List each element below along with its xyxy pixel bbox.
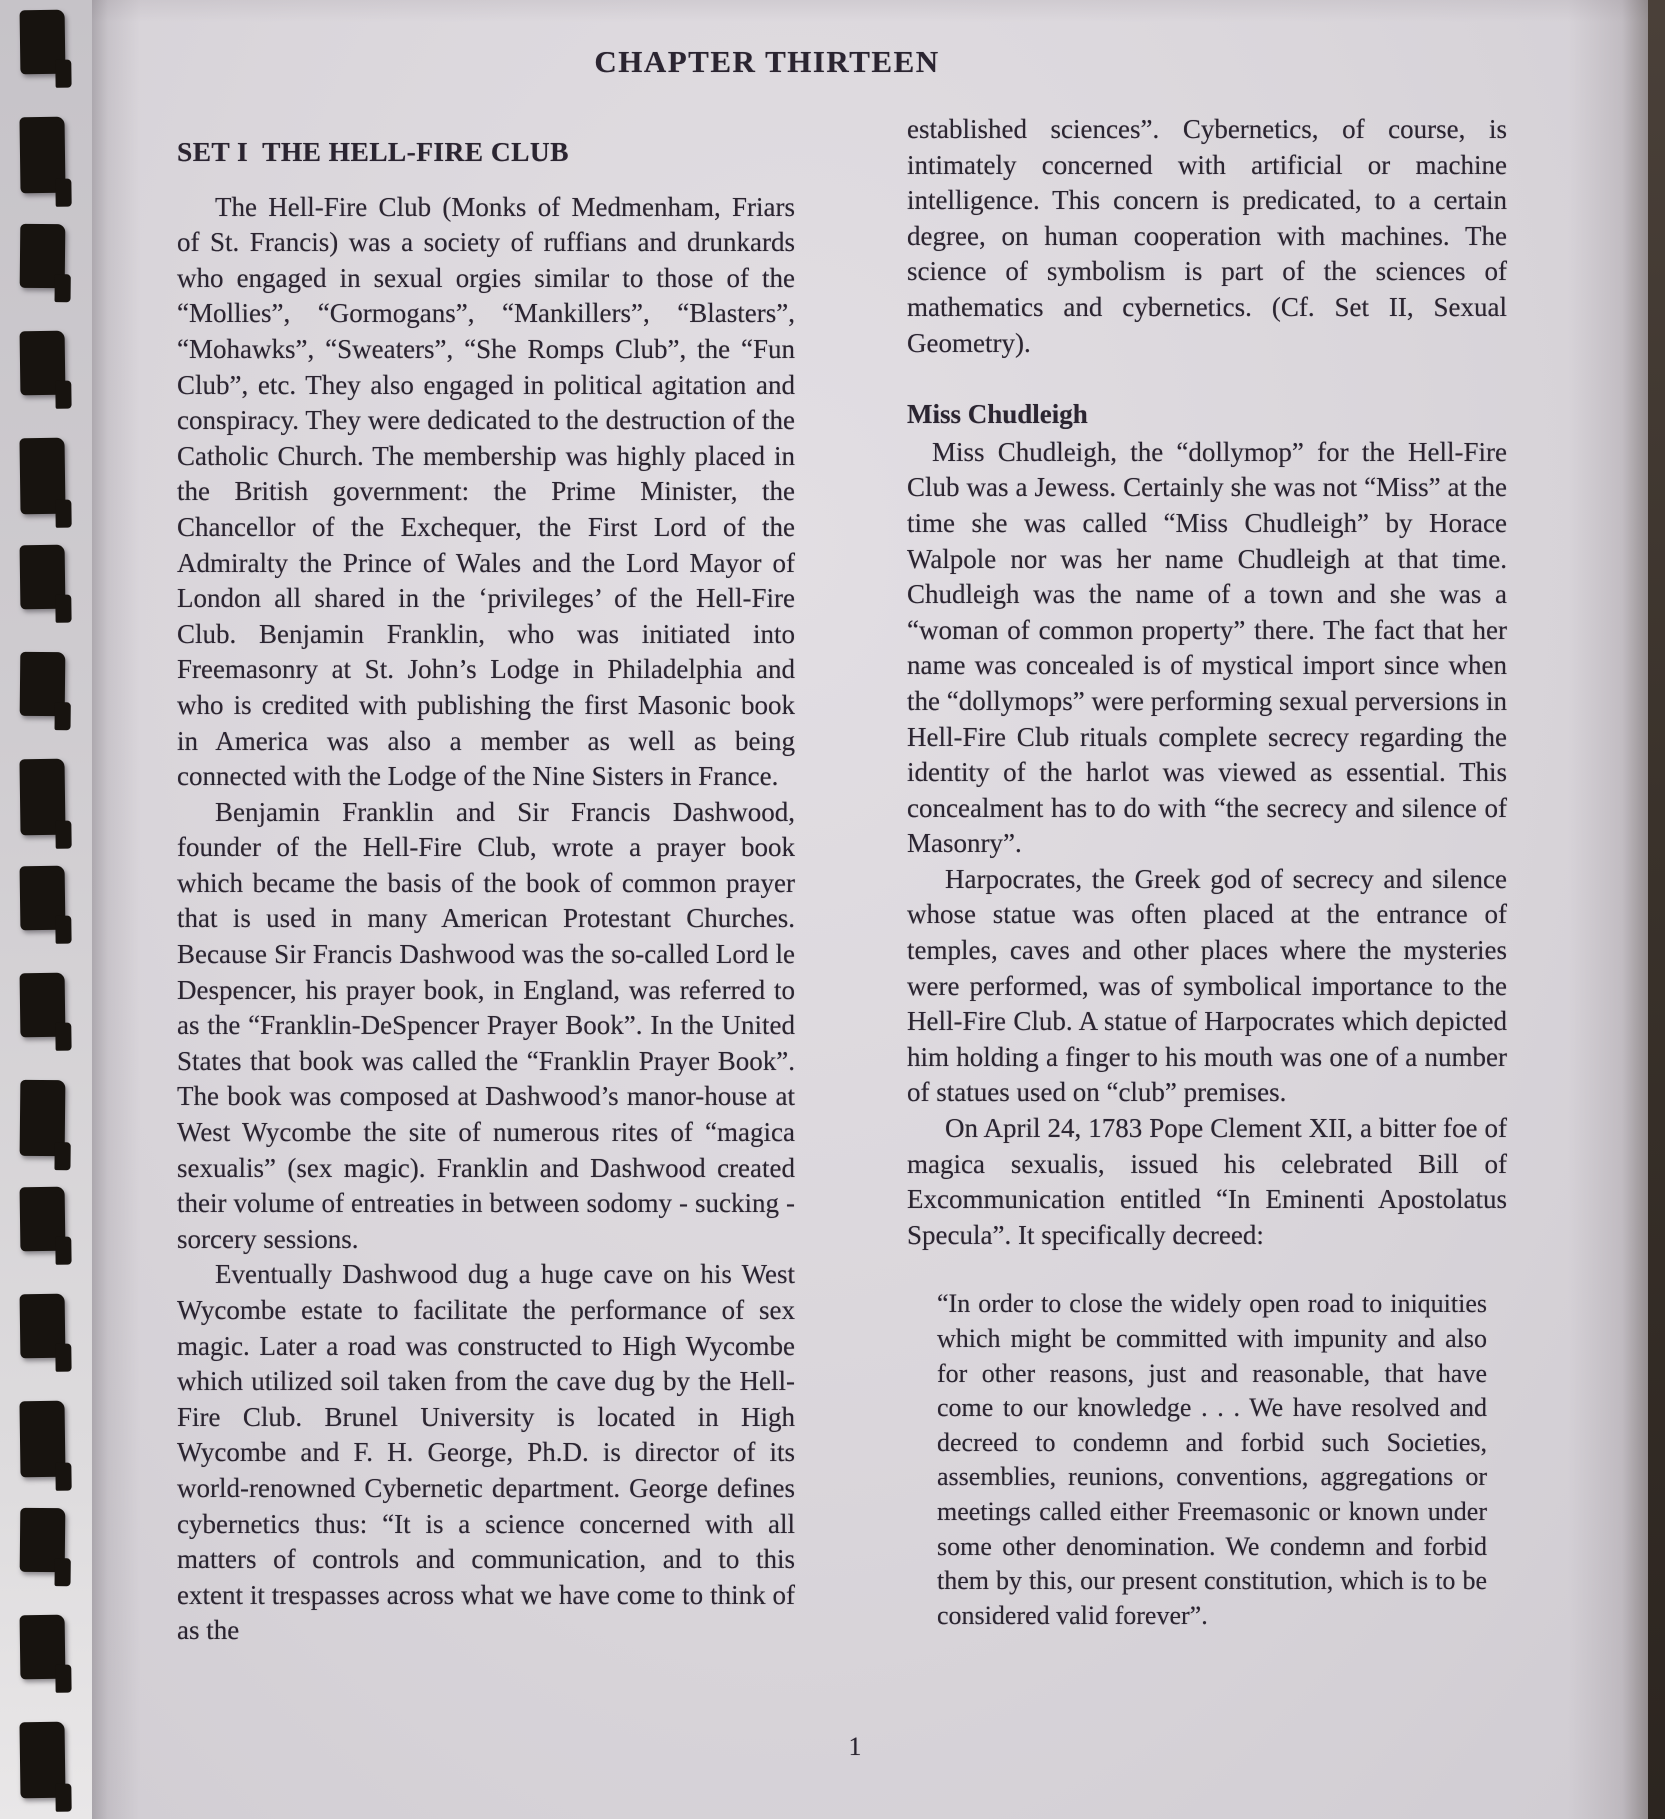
page-content — [177, 42, 1507, 1802]
subheading-miss-chudleigh: Miss Chudleigh — [907, 399, 1088, 430]
binding-tooth — [20, 331, 66, 396]
binding-tooth — [20, 1615, 66, 1680]
binding-tooth — [20, 1187, 66, 1252]
binding-tooth — [19, 117, 65, 194]
dark-table-edge — [1648, 0, 1665, 1819]
page-number: 1 — [848, 1732, 862, 1761]
binding-tooth — [19, 438, 65, 515]
binding-tooth — [19, 759, 65, 836]
left-column — [177, 112, 795, 1649]
comb-binding — [0, 0, 92, 1819]
binding-tooth — [20, 10, 66, 75]
binding-tooth — [20, 545, 66, 610]
paragraph: Miss Chudleigh, the “dollymop” for the Hell-Fire Club was a Jewess. Certainly she was not “Miss” at the time she was called “Miss Chudleigh” by Horace Walpole nor was her name Chudleigh at that time. Chudleigh was the name of a town and she was a “woman of common property” there. The fact that her name was concealed is of mystical import since when the “dollymops” were performing sexual perversions in Hell-Fire Club rituals complete secrecy regarding the identity of the harlot was viewed as essential. This concealment has to do with “the secrecy and silence of Masonry”. — [907, 436, 1507, 859]
chapter-heading: CHAPTER THIRTEEN — [594, 44, 940, 79]
binding-tooth — [20, 652, 66, 716]
continuation-paragraph: established sciences”. Cybernetics, of course, is intimately concerned with artificial or machine intelligence. This concern is predicated, to a certain degree, on human cooperation with machines. The science of symbolism is part of the sciences of mathematics and cybernetics. (Cf. Set II, Sexual Geometry). — [907, 114, 1507, 358]
papal-decree-blockquote: “In order to close the widely open road to iniquities which might be committed with impunity and also for other reasons, just and reasonable, that have come to our knowledge . . . We have resolved and decreed to condemn and forbid such Societies, assemblies, reunions, conventions, aggregations or meetings called either Freemasonic or known under some other denomination. We condemn and forbid them by this, our present constitution, which is to be considered valid forever”. — [937, 1289, 1487, 1630]
two-column-text — [177, 112, 1507, 1649]
section-heading: SET I THE HELL-FIRE CLUB — [177, 136, 569, 167]
binding-tooth — [20, 973, 66, 1038]
binding-tooth — [20, 866, 66, 931]
paragraph: Benjamin Franklin and Sir Francis Dashwood, founder of the Hell-Fire Club, wrote a prayer book which became the basis of the book of common prayer that is used in many American Protestant Churches. Because Sir Francis Dashwood was the so-called Lord le Despencer, his prayer book, in England, was referred to as the “Franklin-DeSpencer Prayer Book”. In the United States that book was called the “Franklin Prayer Book”. The book was composed at Dashwood’s manor-house at West Wycombe the site of numerous rites of “magica sexualis” (sex magic). Franklin and Dashwood created their volume of entreaties in between sodomy - sucking - sorcery sessions. — [177, 796, 795, 1254]
binding-tooth — [20, 224, 66, 288]
binding-tooth — [20, 1294, 66, 1359]
paragraph: Harpocrates, the Greek god of secrecy and silence whose statue was often placed at the entrance of temples, caves and other places where the mysteries were performed, was of symbolical importance to the Hell-Fire Club. A statue of Harpocrates which depicted him holding a finger to his mouth was one of a number of statues used on “club” premises. — [907, 863, 1507, 1108]
page — [92, 0, 1648, 1819]
right-column — [907, 112, 1507, 1649]
paragraph: On April 24, 1783 Pope Clement XII, a bitter foe of magica sexualis, issued his celebrated Bill of Excommunication entitled “In Eminenti Apostolatus Specula”. It specifically decreed: — [907, 1113, 1507, 1250]
binding-tooth — [19, 1401, 65, 1478]
binding-tooth — [19, 1722, 65, 1799]
binding-tooth — [20, 1508, 66, 1572]
paragraph: Eventually Dashwood dug a huge cave on his West Wycombe estate to facilitate the performance of sex magic. Later a road was constructed to High Wycombe which utilized soil taken from the cave dug by the Hell-Fire Club. Brunel University is located in High Wycombe and F. H. George, Ph.D. is director of its world-renowned Cybernetic department. George defines cybernetics thus: “It is a science concerned with all matters of controls and communication, and to this extent it trespasses across what we have come to think of as the — [177, 1259, 795, 1646]
binding-tooth — [20, 1080, 66, 1156]
paragraph: The Hell-Fire Club (Monks of Medmenham, Friars of St. Francis) was a society of ruffians and drunkards who engaged in sexual orgies similar to those of the “Mollies”, “Gormogans”, “Mankillers”, “Blasters”, “Mohawks”, “Sweaters”, “She Romps Club”, the “Fun Club”, etc. They also engaged in political agitation and conspiracy. They were dedicated to the destruction of the Catholic Church. The membership was highly placed in the British government: the Prime Minister, the Chancellor of the Exchequer, the First Lord of the Admiralty the Prince of Wales and the Lord Mayor of London all shared in the ‘privileges’ of the Hell-Fire Club. Benjamin Franklin, who was initiated into Freemasonry at St. John’s Lodge in Philadelphia and who is credited with publishing the first Masonic book in America was also a member as well as being connected with the Lodge of the Nine Sisters in France. — [177, 191, 795, 792]
